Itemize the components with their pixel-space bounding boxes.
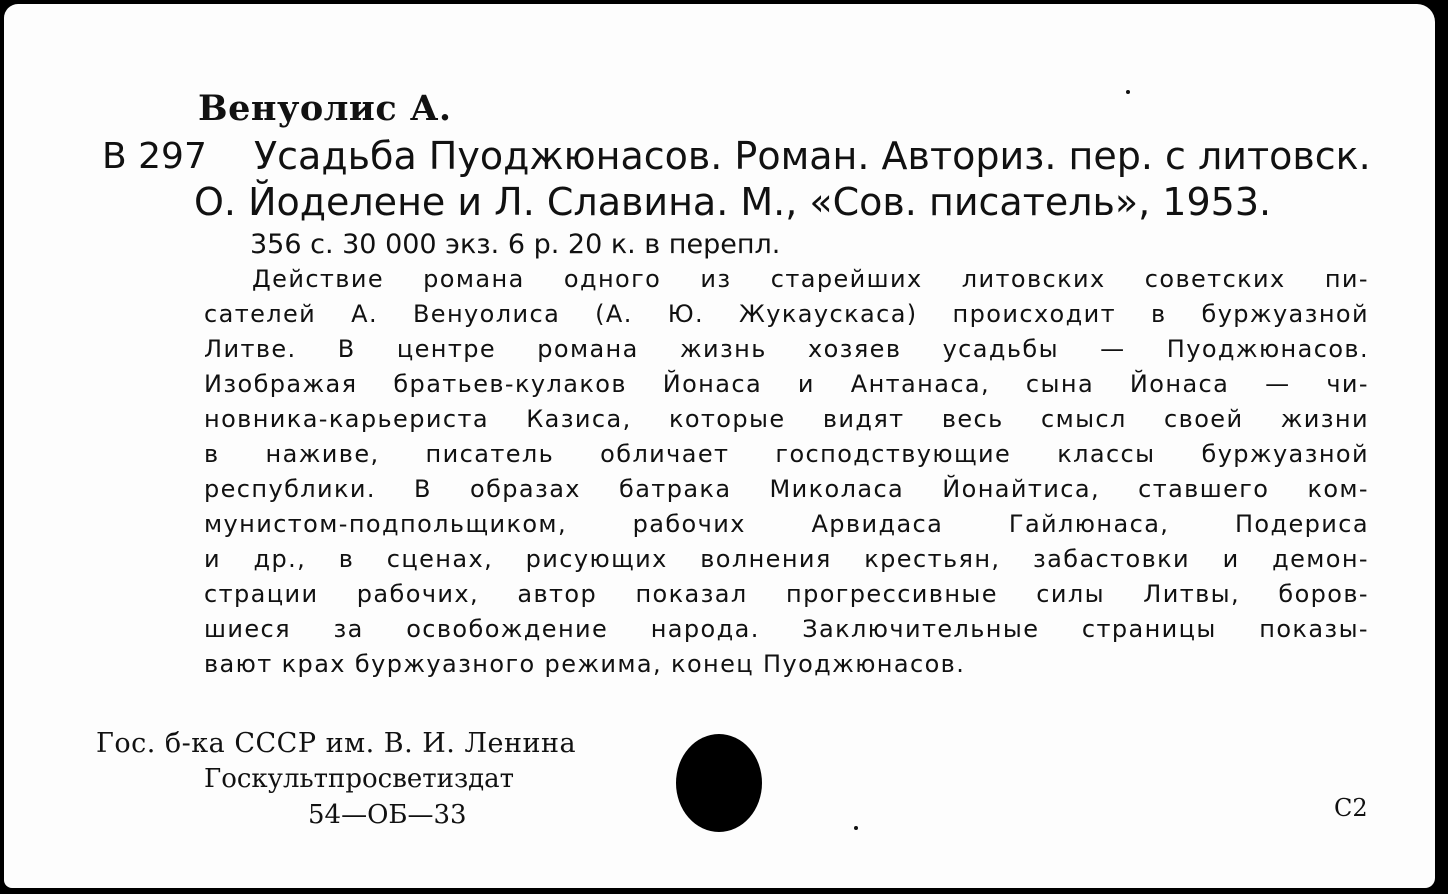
speck [1126,90,1130,94]
annotation-line: Действие романа одного из старейших литовских советских пи- [252,265,1369,293]
speck [854,826,858,830]
series-code: С2 [1334,794,1368,822]
annotation-line: сателей А. Венуолиса (А. Ю. Жукаускаса) происходит в буржуазной [204,300,1369,328]
call-number: В 297 [102,136,207,177]
author-heading: Венуолис А. [198,88,452,129]
annotation-line: Изображая братьев-кулаков Йонаса и Антанаса, сына Йонаса — чи- [204,370,1369,398]
annotation-line: в наживе, писатель обличает господствующие классы буржуазной [204,440,1369,468]
card-code: 54—ОБ—33 [308,800,467,830]
annotation-line: шиеся за освобождение народа. Заключительные страницы показы- [204,615,1369,643]
title-line-2: О. Йоделене и Л. Славина. М., «Сов. писатель», 1953. [194,180,1272,224]
annotation-line: вают крах буржуазного режима, конец Пуоджюнасов. [204,650,966,678]
annotation-line: Литве. В центре романа жизнь хозяев усадьбы — Пуоджюнасов. [204,335,1369,363]
annotation-line: и др., в сценах, рисующих волнения крестьян, забастовки и демон- [204,545,1369,573]
annotation [204,262,1369,682]
punch-hole [676,734,762,832]
publisher-name: Госкультпросветиздат [204,764,515,794]
annotation-line: новника-карьериста Казиса, которые видят весь смысл своей жизни [204,405,1369,433]
annotation-line: республики. В образах батрака Миколаса Йонайтиса, ставшего ком- [204,475,1369,503]
annotation-line: страции рабочих, автор показал прогрессивные силы Литвы, боров- [204,580,1369,608]
collation: 356 с. 30 000 экз. 6 р. 20 к. в перепл. [250,229,781,260]
catalog-card [4,4,1435,888]
library-name: Гос. б-ка СССР им. В. И. Ленина [96,728,577,759]
annotation-line: мунистом-подпольщиком, рабочих Арвидаса Гайлюнаса, Подериса [204,510,1369,538]
title-line-1: Усадьба Пуоджюнасов. Роман. Авториз. пер. с литовск. [254,134,1371,178]
